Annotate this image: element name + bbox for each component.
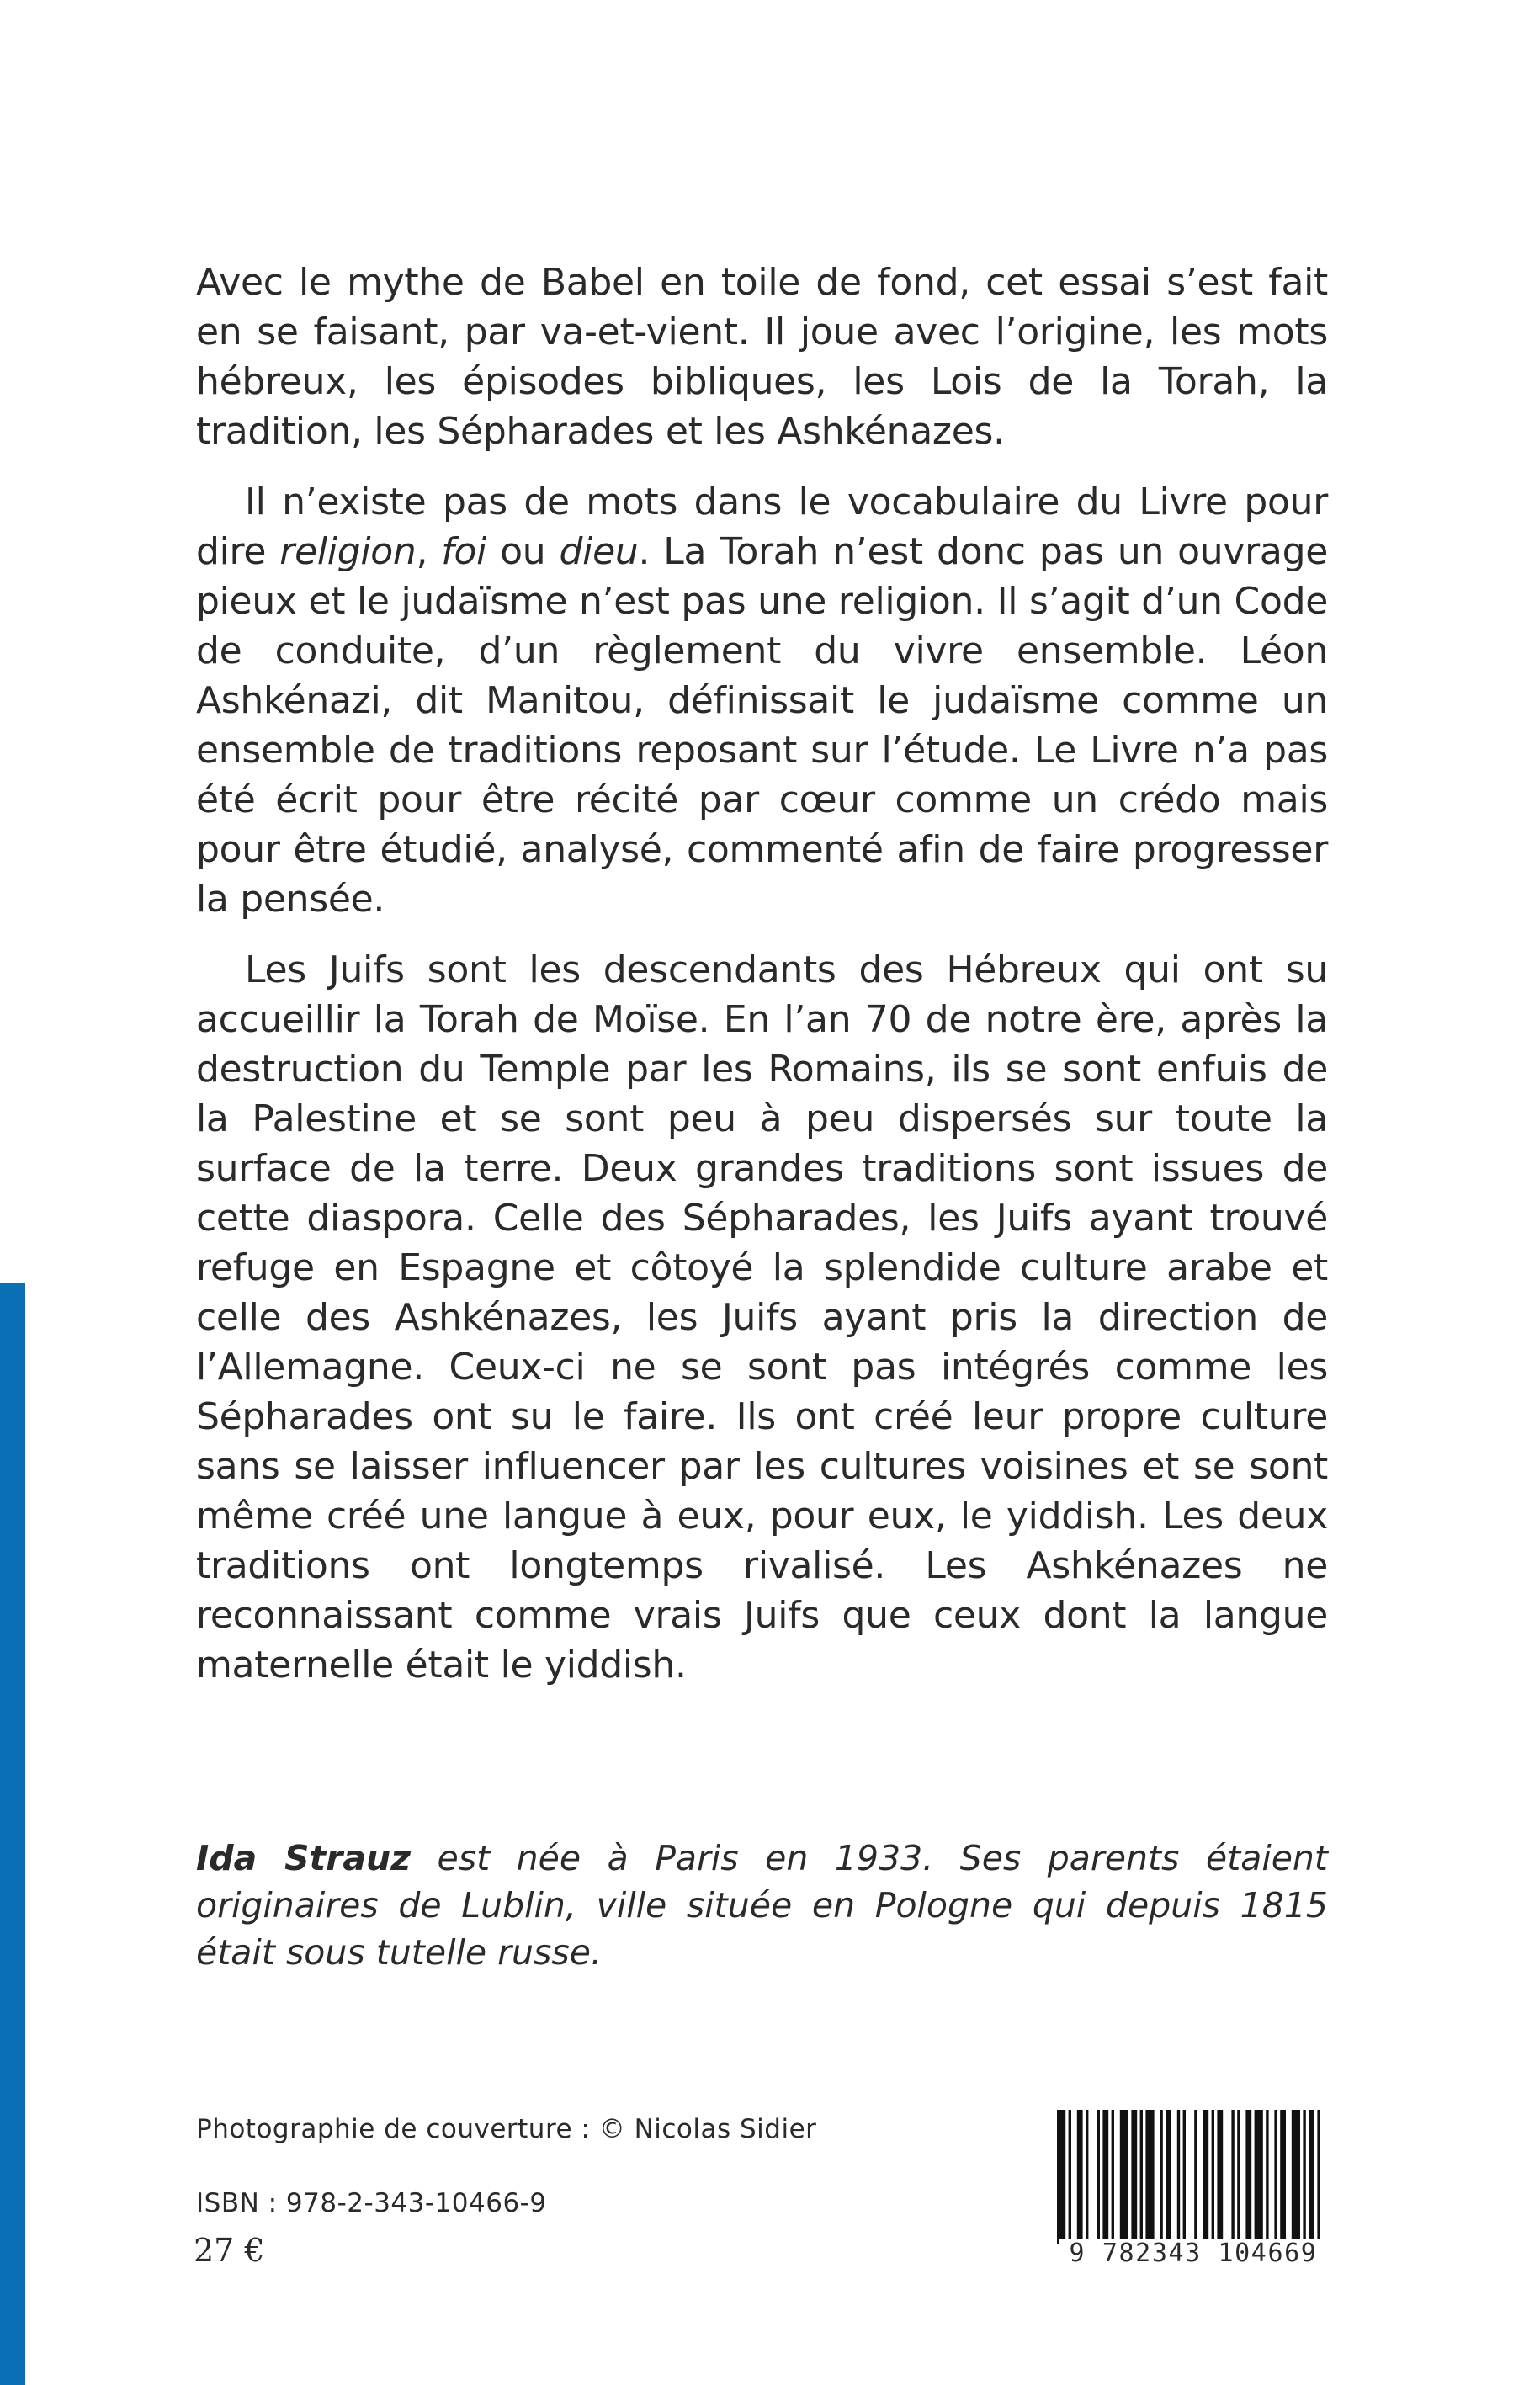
barcode-bar — [1057, 2110, 1065, 2244]
barcode-bar — [1274, 2110, 1277, 2244]
author-bio — [196, 1835, 1328, 1976]
barcode-bar — [1160, 2110, 1162, 2244]
blurb-p2-text-c: ou — [486, 530, 560, 573]
barcode-bar — [1280, 2110, 1286, 2244]
barcode-bar — [1177, 2110, 1180, 2244]
author-name: Ida Strauz — [196, 1838, 412, 1878]
barcode-bar — [1086, 2110, 1088, 2244]
barcode-bar — [1317, 2110, 1320, 2244]
barcode-bar — [1194, 2110, 1197, 2244]
barcode-digits: 9 782343 104669 — [1059, 2239, 1328, 2268]
barcode-bar — [1303, 2110, 1305, 2244]
barcode-bar — [1266, 2110, 1268, 2244]
barcode-bar — [1292, 2110, 1300, 2244]
barcode-bar — [1069, 2110, 1071, 2244]
barcode-bar — [1255, 2110, 1263, 2244]
barcode-bar — [1112, 2110, 1114, 2244]
barcode-bar — [1131, 2110, 1137, 2244]
blurb-paragraph-2 — [196, 477, 1328, 924]
price-label: 27 € — [194, 2232, 265, 2269]
barcode-bar — [1231, 2110, 1234, 2244]
barcode-bar — [1102, 2110, 1108, 2244]
barcode-bar — [1077, 2110, 1083, 2244]
author-bio-text: est née à Paris en 1933. Ses parents étaient originaires de Lublin, ville située en Pologne qui depuis 1815 était sous tutelle russe. — [196, 1838, 1328, 1973]
barcode-bar — [1203, 2110, 1208, 2244]
barcode-bar — [1120, 2110, 1128, 2244]
photo-credit: Photographie de couverture : © Nicolas Sidier — [196, 2114, 817, 2144]
blurb-p2-italic-religion: religion — [279, 530, 417, 573]
blurb-paragraph-1: Avec le mythe de Babel en toile de fond, cet essai s’est fait en se faisant, par va-et-vient. Il joue avec l’origine, les mots hébreux, les épisodes bibliques, les Lois de la Torah, la tradition, les Sépharades et les Ashkénazes. — [196, 261, 1328, 453]
back-cover-blurb — [196, 258, 1328, 1711]
barcode-bars — [1052, 2110, 1330, 2244]
barcode-bar — [1212, 2110, 1214, 2244]
barcode-bar — [1097, 2110, 1100, 2244]
barcode-bar — [1140, 2110, 1143, 2244]
barcode-bar — [1183, 2110, 1186, 2244]
isbn-number: ISBN : 978-2-343-10466-9 — [196, 2188, 547, 2218]
barcode-bar — [1145, 2110, 1154, 2244]
barcode-bar — [1237, 2110, 1240, 2244]
barcode-bar — [1309, 2110, 1314, 2244]
barcode-bar — [1217, 2110, 1223, 2244]
barcode-bar — [1245, 2110, 1251, 2244]
blurb-p2-italic-foi: foi — [441, 530, 487, 573]
blurb-p2-text-a: Il n’existe pas de mots dans le vocabulaire du Livre pour dire — [196, 481, 1328, 573]
blurb-p2-text-b: , — [416, 530, 442, 573]
blue-accent-bar — [0, 1283, 25, 2385]
blurb-paragraph-3: Les Juifs sont les descendants des Hébreux qui ont su accueillir la Torah de Moïse. En l’an 70 de notre ère, après la destruction du Temple par les Romains, ils se sont enfuis de la Palestine et se sont peu à peu dispersés sur toute la surface de la terre. Deux grandes traditions sont issues de cette diaspora. Celle des Sépharades, les Juifs ayant trouvé refuge en Espagne et côtoyé la splendide culture arabe et celle des Ashkénazes, les Juifs ayant pris la direction de l’Allemagne. Ceux-ci ne se sont pas intégrés comme les Sépharades ont su le faire. Ils ont créé leur propre culture sans se laisser influencer par les cultures voisines et se sont même créé une langue à eux, pour eux, le yiddish. Les deux traditions ont longtemps rivalisé. Les Ashkénazes ne reconnaissant comme vrais Juifs que ceux dont la langue maternelle était le yiddish. — [196, 948, 1328, 1686]
barcode-bar — [1166, 2110, 1171, 2244]
blurb-p2-text-d: . La Torah n’est donc pas un ouvrage pieux et le judaïsme n’est pas une religion. Il s’agit d’un Code de conduite, d’un règlement du vivre ensemble. Léon Ashkénazi, dit Manitou, définissait le judaïsme comme un ensemble de traditions reposant sur l’étude. Le Livre n’a pas été écrit pour être récité par cœur comme un crédo mais pour être étudié, analysé, commenté afin de faire progresser la pensée. — [196, 530, 1328, 921]
blurb-p2-italic-dieu: dieu — [559, 530, 639, 573]
